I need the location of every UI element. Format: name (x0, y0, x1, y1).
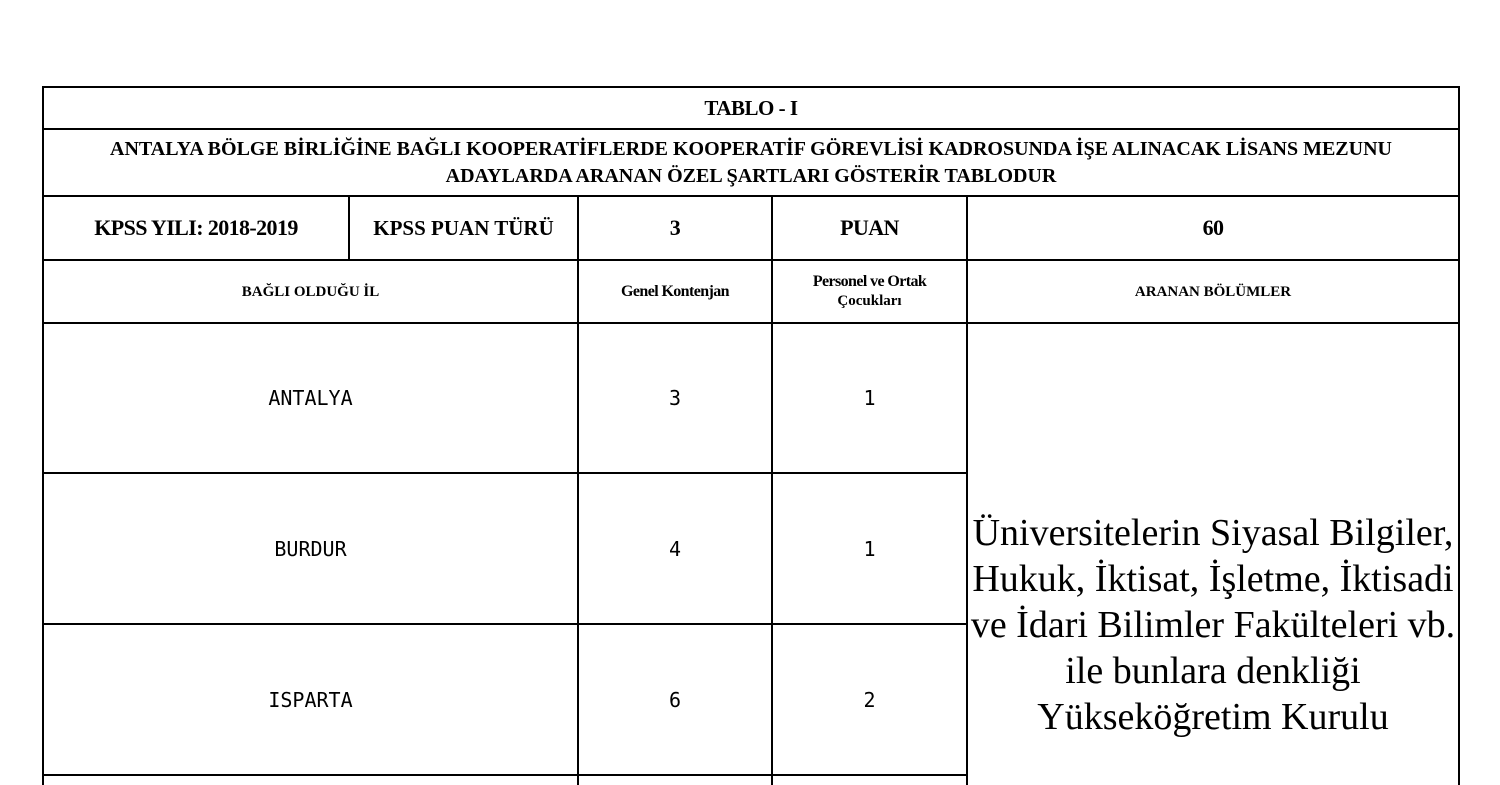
column-header-province: BAĞLI OLDUĞU İL (241, 283, 380, 300)
row-divider (42, 128, 1460, 130)
row-divider (42, 322, 1460, 324)
row-province: ISPARTA (268, 688, 353, 712)
row-divider (42, 774, 968, 776)
table-border-top (42, 86, 1460, 88)
column-divider (966, 195, 968, 785)
row-divider (42, 472, 968, 474)
table-subtitle: ANTALYA BÖLGE BİRLİĞİNE BAĞLI KOOPERATİFLERDE KOOPERATİF GÖREVLİSİ KADROSUNDA İŞE ALINACAK LİSANS MEZUNU ADAYLARDA ARANAN ÖZEL ŞARTLARI GÖSTERİR TABLODUR (110, 137, 1392, 187)
row-divider (42, 259, 1460, 261)
table-border-left (42, 86, 44, 785)
table-title: TABLO - I (704, 95, 798, 120)
table-border-right (1458, 86, 1460, 785)
column-header-general-quota: Genel Kontenjan (621, 282, 729, 300)
row-staff-children: 1 (863, 386, 876, 410)
row-general-quota: 6 (668, 688, 682, 712)
row-province: BURDUR (274, 537, 347, 561)
kpss-score-type-label: KPSS PUAN TÜRÜ (373, 215, 554, 240)
column-header-departments: ARANAN BÖLÜMLER (1134, 283, 1292, 300)
column-divider (348, 195, 350, 261)
row-general-quota: 4 (668, 537, 682, 561)
column-header-staff-children (773, 261, 966, 322)
column-divider (771, 195, 773, 785)
row-province: ANTALYA (268, 386, 353, 410)
row-staff-children: 1 (863, 537, 876, 561)
kpss-year: KPSS YILI: 2018-2019 (94, 215, 298, 240)
staff-children-line2: Çocukları (837, 292, 902, 309)
row-general-quota: 3 (668, 386, 682, 410)
row-divider (42, 623, 968, 625)
score-value: 60 (1202, 215, 1224, 240)
score-label: PUAN (840, 215, 899, 240)
staff-children-line1: Personel ve Ortak (812, 272, 927, 290)
kpss-score-type-value: 3 (669, 215, 681, 240)
row-staff-children: 2 (863, 688, 876, 712)
departments-text: Üniversitelerin Siyasal Bilgiler, Hukuk, İktisat, İşletme, İktisadi ve İdari Bilimler Fakülteleri vb. ile bunlara denkliği Yükseköğretim Kurulu (970, 512, 1456, 738)
column-divider (577, 195, 579, 785)
row-divider (42, 195, 1460, 197)
